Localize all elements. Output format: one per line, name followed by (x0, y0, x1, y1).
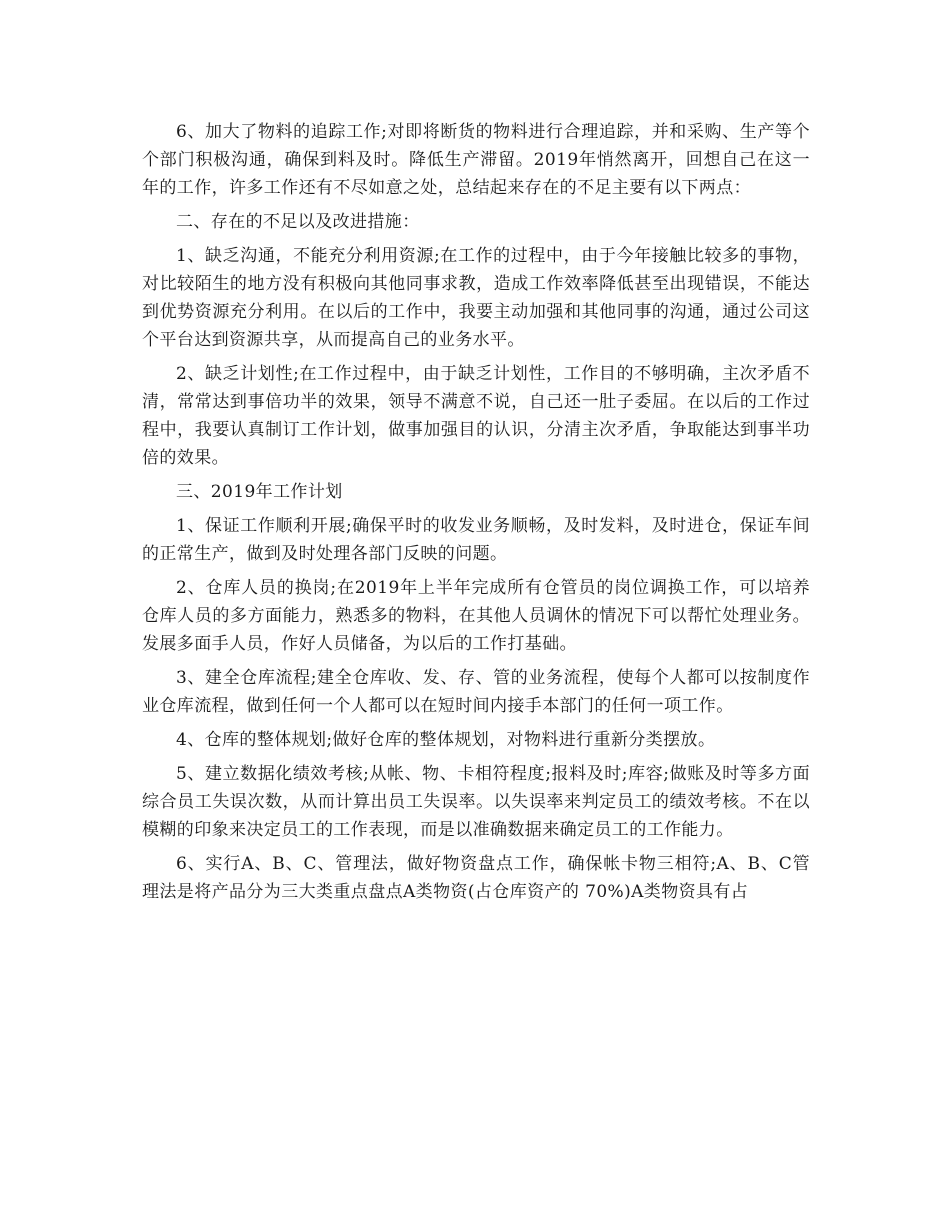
heading-shortcomings: 二、存在的不足以及改进措施： (176, 212, 420, 232)
paragraph-lack-of-communication: 1、缺乏沟通，不能充分利用资源;在工作的过程中，由于今年接触比较多的事物，对比较陌生的地方没有积极向其他同事求教，造成工作效率降低甚至出现错误，不能达到优势资源充分利用。在以后的工作中，我要主动加强和其他同事的沟通，通过公司这个平台达到资源共享，从而提高自己的业务水平。 (142, 246, 810, 350)
paragraph-staff-rotation: 2、仓库人员的换岗;在2019年上半年完成所有仓管员的岗位调换工作，可以培养仓库人员的多方面能力，熟悉多的物料，在其他人员调休的情况下可以帮忙处理业务。发展多面手人员，作好人员储备，为以后的工作打基础。 (142, 578, 810, 654)
document-body (142, 118, 810, 906)
paragraph-warehouse-layout: 4、仓库的整体规划;做好仓库的整体规划，对物料进行重新分类摆放。 (176, 730, 716, 750)
paragraph-smooth-operations: 1、保证工作顺利开展;确保平时的收发业务顺畅，及时发料，及时进仓，保证车间的正常生产，做到及时处理各部门反映的问题。 (142, 516, 810, 564)
paragraph-warehouse-process: 3、建全仓库流程;建全仓库收、发、存、管的业务流程，使每个人都可以按制度作业仓库流程，做到任何一个人都可以在短时间内接手本部门的任何一项工作。 (142, 668, 810, 716)
heading-work-plan: 三、2019年工作计划 (176, 482, 343, 502)
paragraph-material-tracking: 6、加大了物料的追踪工作;对即将断货的物料进行合理追踪，并和采购、生产等个个部门积极沟通，确保到料及时。降低生产滞留。2019年悄然离开，回想自己在这一年的工作，许多工作还有不尽如意之处，总结起来存在的不足主要有以下两点： (142, 122, 810, 198)
paragraph-performance-assessment: 5、建立数据化绩效考核;从帐、物、卡相符程度;报料及时;库容;做账及时等多方面综合员工失误次数，从而计算出员工失误率。以失误率来判定员工的绩效考核。不在以模糊的印象来决定员工的工作表现，而是以准确数据来确定员工的工作能力。 (142, 764, 810, 840)
paragraph-lack-of-planning: 2、缺乏计划性;在工作过程中，由于缺乏计划性，工作目的不够明确，主次矛盾不清，常常达到事倍功半的效果，领导不满意不说，自己还一肚子委屈。在以后的工作过程中，我要认真制订工作计划，做事加强目的认识，分清主次矛盾，争取能达到事半功倍的效果。 (142, 364, 810, 468)
paragraph-abc-management: 6、实行A、B、C、管理法，做好物资盘点工作，确保帐卡物三相符;A、B、C管理法是将产品分为三大类重点盘点A类物资(占仓库资产的 70%)A类物资具有占 (142, 854, 810, 902)
